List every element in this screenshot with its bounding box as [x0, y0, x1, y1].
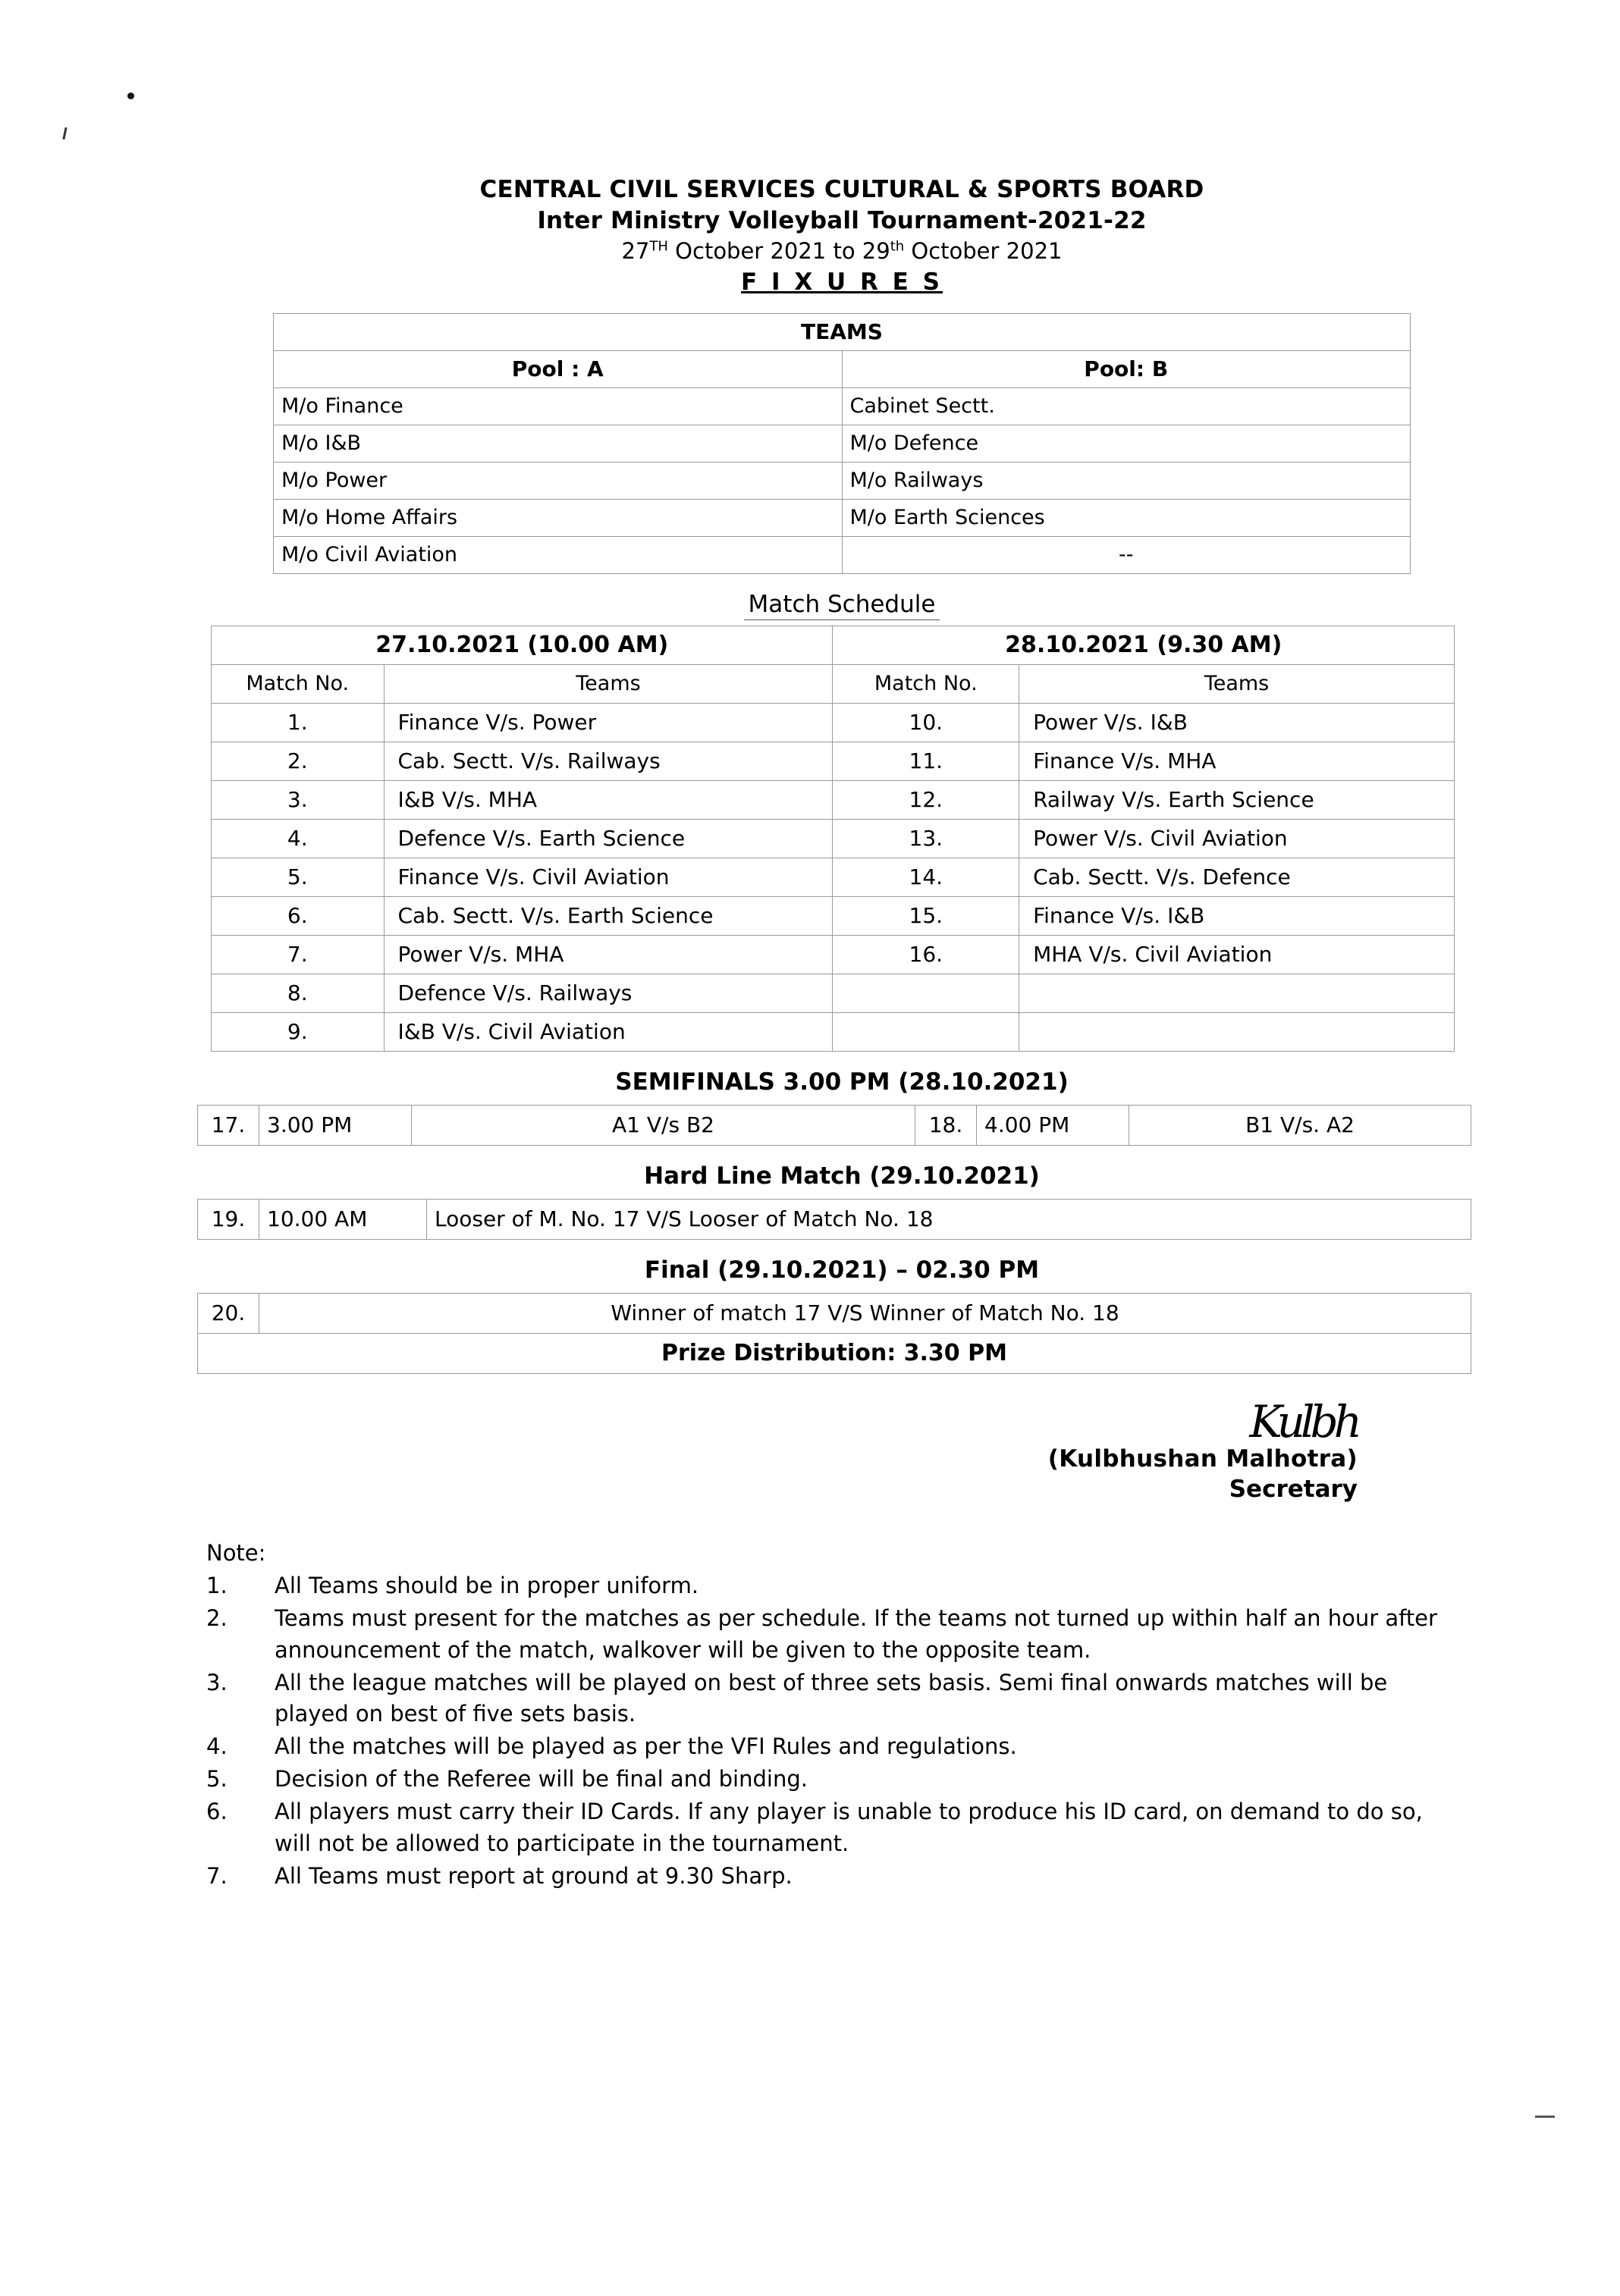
match-number: 9. — [212, 1012, 385, 1051]
pool-b-team: M/o Earth Sciences — [842, 499, 1411, 536]
match-teams: I&B V/s. Civil Aviation — [384, 1012, 833, 1051]
table-row — [212, 819, 1455, 858]
scan-edge-mark-icon — [1535, 2116, 1555, 2118]
signature-mark: Kulbh — [1249, 1395, 1358, 1448]
match-schedule-wrapper — [211, 626, 1455, 1052]
sf-match-18-teams: B1 V/s. A2 — [1129, 1105, 1471, 1145]
day2-header: 28.10.2021 (9.30 AM) — [833, 626, 1455, 664]
note-number: 4. — [206, 1733, 228, 1760]
note-text: Decision of the Referee will be final and binding. — [275, 1766, 808, 1793]
note-text: All the matches will be played as per the VFI Rules and regulations. — [275, 1733, 1017, 1760]
match-teams: Cab. Sectt. V/s. Defence — [1019, 858, 1455, 896]
note-number: 7. — [206, 1862, 228, 1889]
hardline-table — [197, 1199, 1471, 1240]
table-row — [274, 425, 1411, 462]
match-schedule-title: Match Schedule — [744, 591, 940, 620]
prize-distribution: Prize Distribution: 3.30 PM — [198, 1333, 1471, 1373]
match-number: 6. — [212, 896, 385, 935]
organization-title: CENTRAL CIVIL SERVICES CULTURAL & SPORTS BOARD — [479, 176, 1204, 203]
hardline-wrapper — [197, 1199, 1471, 1240]
signatory-role: Secretary — [1229, 1475, 1358, 1503]
teams-table-title-row — [274, 313, 1411, 350]
teams-table-wrapper — [273, 313, 1411, 574]
table-row — [212, 974, 1455, 1012]
match-number: 4. — [212, 819, 385, 858]
match-teams: Power V/s. MHA — [384, 935, 833, 974]
date-start-suffix: TH — [649, 238, 668, 255]
schedule-column-header-row — [212, 664, 1455, 703]
sf-match-18-no: 18. — [915, 1105, 977, 1145]
match-number-empty — [833, 974, 1019, 1012]
tournament-title: Inter Ministry Volleyball Tournament-2021-22 — [537, 206, 1147, 234]
table-row — [212, 1012, 1455, 1051]
table-row — [274, 536, 1411, 573]
match-teams: Defence V/s. Railways — [384, 974, 833, 1012]
note-number: 1. — [206, 1573, 228, 1599]
note-number: 3. — [206, 1669, 228, 1695]
list-item — [206, 1603, 1456, 1665]
final-teams: Winner of match 17 V/S Winner of Match No. 18 — [259, 1293, 1471, 1333]
fixtures-title: F I X U R E S — [741, 268, 943, 296]
table-row — [212, 935, 1455, 974]
pool-a-team: M/o Home Affairs — [274, 499, 843, 536]
date-end-suffix: th — [890, 238, 905, 255]
table-row — [212, 896, 1455, 935]
note-text: Teams must present for the matches as per schedule. If the teams not turned up within half an hour after announcement of the match, walkover will be given to the opposite team. — [275, 1605, 1437, 1663]
list-item — [206, 1570, 1456, 1601]
pool-a-team: M/o Finance — [274, 387, 843, 425]
table-row — [198, 1333, 1471, 1373]
match-teams: I&B V/s. MHA — [384, 780, 833, 819]
day1-header: 27.10.2021 (10.00 AM) — [212, 626, 833, 664]
pool-a-header: Pool : A — [274, 350, 843, 387]
final-table — [197, 1293, 1471, 1374]
match-number: 1. — [212, 703, 385, 742]
final-heading: Final (29.10.2021) – 02.30 PM — [644, 1256, 1040, 1284]
pool-a-team: M/o Power — [274, 462, 843, 499]
sf-match-17-teams: A1 V/s B2 — [412, 1105, 915, 1145]
semifinals-table — [197, 1105, 1471, 1146]
match-teams: Cab. Sectt. V/s. Railways — [384, 742, 833, 780]
document-body — [206, 174, 1456, 1893]
match-teams-empty — [1019, 1012, 1455, 1051]
tournament-dates — [228, 237, 1456, 265]
match-number: 8. — [212, 974, 385, 1012]
teams-table-title: TEAMS — [274, 313, 1411, 350]
day2-col-teams: Teams — [1019, 664, 1455, 703]
list-item — [206, 1667, 1456, 1730]
sf-match-17-no: 17. — [198, 1105, 259, 1145]
hardline-time: 10.00 AM — [259, 1199, 427, 1239]
sf-match-18-time: 4.00 PM — [977, 1105, 1129, 1145]
match-schedule-table — [211, 626, 1455, 1052]
match-number: 2. — [212, 742, 385, 780]
note-text: All the league matches will be played on best of three sets basis. Semi final onwards matches will be played on best of five sets basis. — [275, 1669, 1388, 1727]
document-header — [228, 174, 1456, 298]
list-item — [206, 1861, 1456, 1892]
match-number-empty — [833, 1012, 1019, 1051]
pool-b-team: M/o Defence — [842, 425, 1411, 462]
match-number: 5. — [212, 858, 385, 896]
match-number: 3. — [212, 780, 385, 819]
pool-b-header: Pool: B — [842, 350, 1411, 387]
match-number: 12. — [833, 780, 1019, 819]
signatory-name: (Kulbhushan Malhotra) — [1047, 1444, 1358, 1473]
notes-section — [206, 1538, 1456, 1892]
hardline-match-no: 19. — [198, 1199, 259, 1239]
teams-table — [273, 313, 1411, 574]
hardline-heading: Hard Line Match (29.10.2021) — [644, 1162, 1040, 1190]
table-row — [212, 858, 1455, 896]
match-teams: Power V/s. Civil Aviation — [1019, 819, 1455, 858]
scan-speck-icon — [127, 93, 134, 99]
match-teams: Railway V/s. Earth Science — [1019, 780, 1455, 819]
date-start-day: 27 — [621, 237, 650, 264]
scan-streak-icon — [62, 127, 67, 140]
signature-block — [228, 1395, 1456, 1503]
table-row — [212, 780, 1455, 819]
match-teams: Finance V/s. Power — [384, 703, 833, 742]
match-number: 10. — [833, 703, 1019, 742]
list-item — [206, 1796, 1456, 1858]
notes-title: Note: — [206, 1539, 266, 1566]
teams-table-pool-header-row — [274, 350, 1411, 387]
match-teams: Cab. Sectt. V/s. Earth Science — [384, 896, 833, 935]
note-number: 6. — [206, 1799, 228, 1825]
table-row — [274, 499, 1411, 536]
match-teams: Finance V/s. MHA — [1019, 742, 1455, 780]
match-schedule-title-wrapper — [228, 591, 1456, 618]
list-item — [206, 1731, 1456, 1762]
match-teams: Power V/s. I&B — [1019, 703, 1455, 742]
note-number: 2. — [206, 1605, 228, 1632]
day2-col-match-no: Match No. — [833, 664, 1019, 703]
pool-b-team: M/o Railways — [842, 462, 1411, 499]
table-row — [212, 742, 1455, 780]
pool-a-team: M/o I&B — [274, 425, 843, 462]
match-teams-empty — [1019, 974, 1455, 1012]
note-text: All players must carry their ID Cards. If any player is unable to produce his ID card, on demand to do so, will not be allowed to participate in the tournament. — [275, 1799, 1423, 1856]
final-wrapper — [197, 1293, 1471, 1374]
match-teams: Defence V/s. Earth Science — [384, 819, 833, 858]
schedule-date-header-row — [212, 626, 1455, 664]
table-row — [212, 703, 1455, 742]
note-number: 5. — [206, 1766, 228, 1793]
table-row — [198, 1199, 1471, 1239]
list-item — [206, 1764, 1456, 1795]
table-row — [198, 1293, 1471, 1333]
day1-col-teams: Teams — [384, 664, 833, 703]
match-number: 16. — [833, 935, 1019, 974]
note-text: All Teams should be in proper uniform. — [275, 1573, 699, 1599]
date-end-text: October 2021 — [904, 237, 1063, 264]
semifinals-wrapper — [197, 1105, 1471, 1146]
match-number: 15. — [833, 896, 1019, 935]
match-number: 14. — [833, 858, 1019, 896]
semifinals-heading: SEMIFINALS 3.00 PM (28.10.2021) — [615, 1068, 1069, 1096]
pool-b-team: Cabinet Sectt. — [842, 387, 1411, 425]
sf-match-17-time: 3.00 PM — [259, 1105, 412, 1145]
pool-a-team: M/o Civil Aviation — [274, 536, 843, 573]
date-middle-text: October 2021 to 29 — [667, 237, 890, 264]
note-text: All Teams must report at ground at 9.30 Sharp. — [275, 1862, 793, 1889]
match-teams: Finance V/s. Civil Aviation — [384, 858, 833, 896]
table-row — [274, 462, 1411, 499]
day1-col-match-no: Match No. — [212, 664, 385, 703]
hardline-teams: Looser of M. No. 17 V/S Looser of Match No. 18 — [427, 1199, 1471, 1239]
table-row — [274, 387, 1411, 425]
match-number: 11. — [833, 742, 1019, 780]
match-number: 13. — [833, 819, 1019, 858]
match-teams: Finance V/s. I&B — [1019, 896, 1455, 935]
final-match-no: 20. — [198, 1293, 259, 1333]
table-row — [198, 1105, 1471, 1145]
match-number: 7. — [212, 935, 385, 974]
pool-b-team: -- — [842, 536, 1411, 573]
match-teams: MHA V/s. Civil Aviation — [1019, 935, 1455, 974]
